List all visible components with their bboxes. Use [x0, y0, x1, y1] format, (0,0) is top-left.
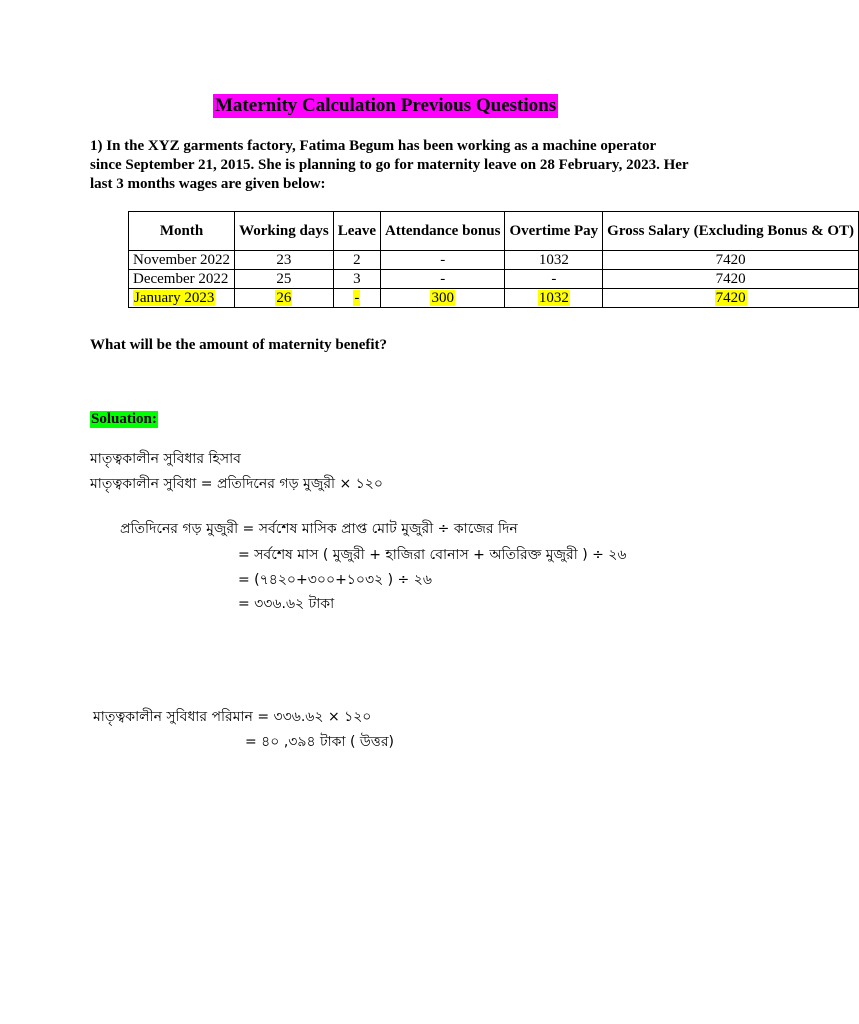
highlighted-text: January 2023 [134, 290, 215, 306]
table-row [129, 270, 859, 289]
calc-line: প্রতিদিনের গড় মুজুরী = সর্বশেষ মাসিক প্রাপ্ত মোট মুজুরী ÷ কাজের দিন [120, 521, 518, 537]
table-cell [333, 289, 380, 308]
table-cell [129, 289, 235, 308]
table-row-highlighted [129, 289, 859, 308]
column-header: Leave [333, 212, 380, 251]
highlighted-text: 1032 [538, 290, 569, 306]
table-header-row [129, 212, 859, 251]
table-cell: 23 [235, 251, 334, 270]
highlighted-text: 26 [276, 290, 292, 306]
column-header: Gross Salary (Excluding Bonus & OT) [603, 212, 859, 251]
solution-label: Soluation: [91, 411, 157, 427]
table-cell [505, 289, 603, 308]
table-cell: 25 [235, 270, 334, 289]
table-cell [381, 289, 505, 308]
question-text: 1) In the XYZ garments factory, Fatima Begum has been working as a machine operator since September 21, 2015. She is planning to go for maternity leave on 28 February, 2023. Her last 3 months wages are given below: [90, 138, 689, 192]
benefit-answer: = ৪০ ,৩৯৪ টাকা ( উত্তর) [245, 734, 394, 750]
calc-line: = সর্বশেষ মাস ( মুজুরী + হাজিরা বোনাস + অতিরিক্ত মুজুরী ) ÷ ২৬ [238, 547, 627, 563]
solution-heading: মাতৃত্বকালীন সুবিধার হিসাব [90, 451, 241, 467]
calc-result: = ৩৩৬.৬২ টাকা [238, 596, 335, 612]
column-header: Month [129, 212, 235, 251]
highlighted-text: 300 [431, 290, 454, 306]
table-cell: 7420 [603, 251, 859, 270]
table-cell [235, 289, 334, 308]
table-cell: 1032 [505, 251, 603, 270]
wages-table [128, 211, 859, 308]
table-cell: - [505, 270, 603, 289]
column-header: Overtime Pay [505, 212, 603, 251]
formula-line: মাতৃত্বকালীন সুবিধা = প্রতিদিনের গড় মুজুরী × ১২০ [90, 476, 383, 492]
column-header: Attendance bonus [381, 212, 505, 251]
table-row [129, 251, 859, 270]
table-cell: December 2022 [129, 270, 235, 289]
page-title: Maternity Calculation Previous Questions [215, 95, 557, 116]
question-2: What will be the amount of maternity benefit? [90, 337, 388, 353]
calc-line: = (৭৪২০+৩০০+১০৩২ ) ÷ ২৬ [238, 572, 432, 588]
table-cell: 3 [333, 270, 380, 289]
benefit-formula: মাতৃত্বকালীন সুবিধার পরিমান = ৩৩৬.৬২ × ১২০ [93, 709, 372, 725]
column-header: Working days [235, 212, 334, 251]
table-cell: 7420 [603, 270, 859, 289]
table-cell: - [381, 270, 505, 289]
table-cell [603, 289, 859, 308]
table-cell: - [381, 251, 505, 270]
highlighted-text: - [354, 290, 360, 306]
table-cell: 2 [333, 251, 380, 270]
table-cell: November 2022 [129, 251, 235, 270]
highlighted-text: 7420 [715, 290, 746, 306]
